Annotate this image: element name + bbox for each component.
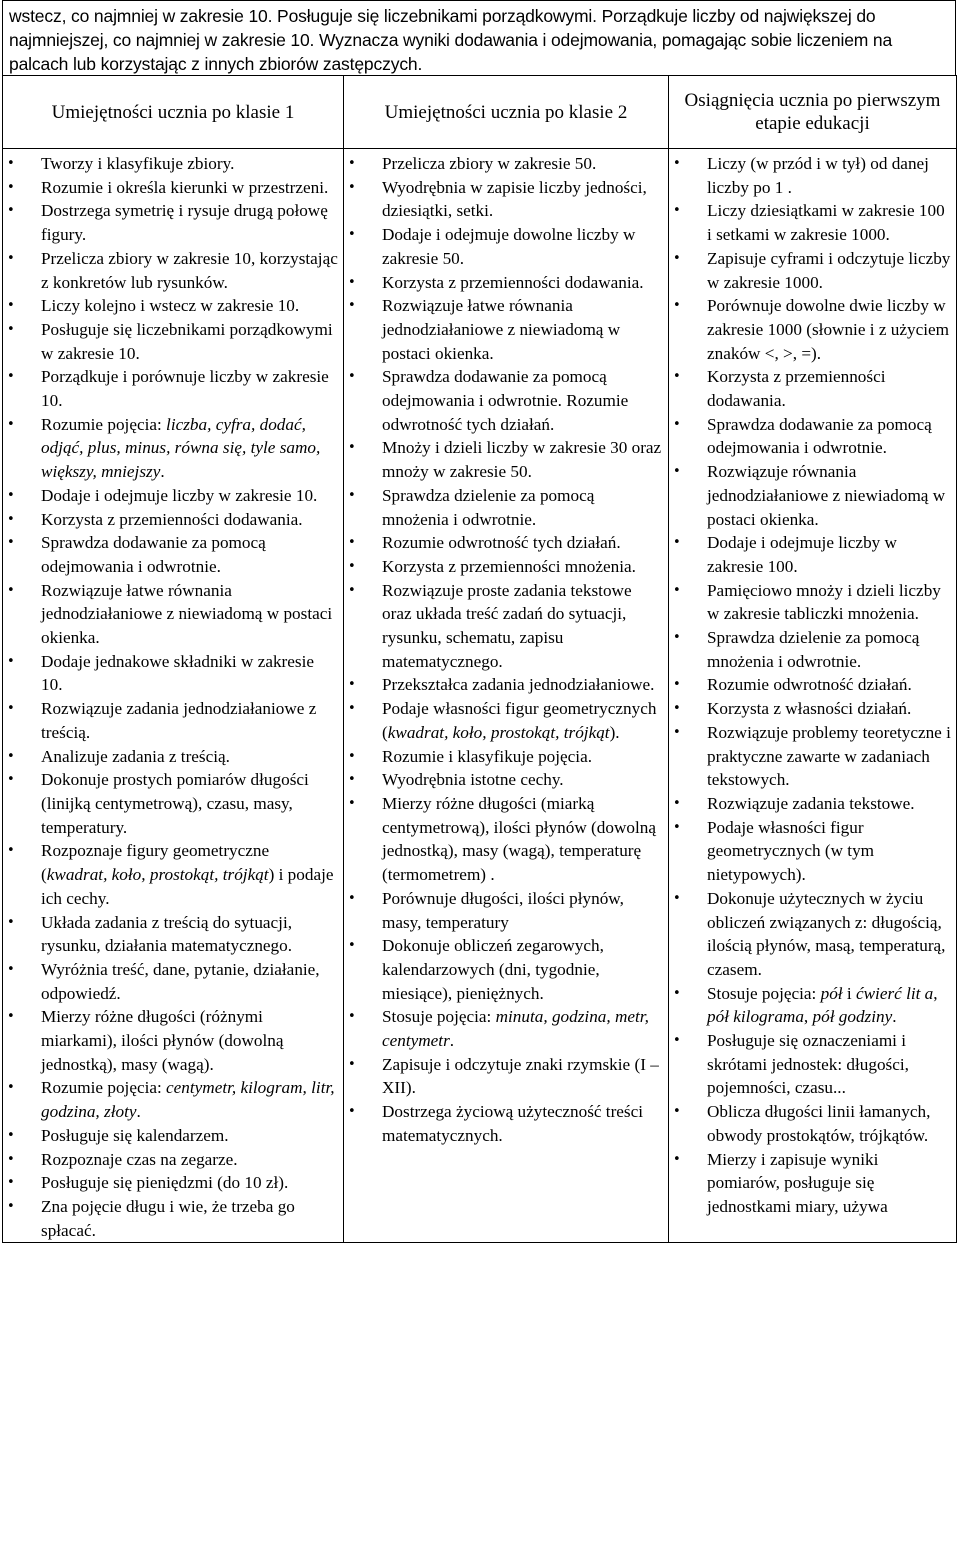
list-item: • Posługuje się liczebnikami porządkowymi w zakresie 10.: [3, 318, 339, 365]
list-item: • Dodaje i odejmuje liczby w zakresie 100.: [669, 531, 952, 578]
list-item: • Rozumie odwrotność tych działań.: [344, 531, 664, 555]
list-item: • Rozumie i określa kierunki w przestrzeni.: [3, 176, 339, 200]
skills-list-class-1: [3, 149, 343, 1242]
list-item: • Rozpoznaje figury geometryczne (kwadrat, koło, prostokąt, trójkąt) i podaje ich cechy.: [3, 839, 339, 910]
achievements-list: [669, 149, 956, 1219]
list-item: • Tworzy i klasyfikuje zbiory.: [3, 152, 339, 176]
list-item: • Wyodrębnia istotne cechy.: [344, 768, 664, 792]
list-item: • Rozwiązuje zadania tekstowe.: [669, 792, 952, 816]
list-item: • Korzysta z przemienności mnożenia.: [344, 555, 664, 579]
list-item: • Rozumie i klasyfikuje pojęcia.: [344, 745, 664, 769]
list-item: • Przelicza zbiory w zakresie 10, korzystając z konkretów lub rysunków.: [3, 247, 339, 294]
header-first-stage: Osiągnięcia ucznia po pierwszym etapie edukacji: [669, 76, 957, 149]
list-item: • Dokonuje użytecznych w życiu obliczeń związanych z: długością, ilością płynów, masą, temperaturą, czasem.: [669, 887, 952, 982]
list-item: • Rozwiązuje równania jednodziałaniowe z niewiadomą w postaci okienka.: [669, 460, 952, 531]
list-item: • Stosuje pojęcia: minuta, godzina, metr, centymetr.: [344, 1005, 664, 1052]
list-item: • Sprawdza dzielenie za pomocą mnożenia i odwrotnie.: [344, 484, 664, 531]
list-item: • Rozwiązuje problemy teoretyczne i praktyczne zawarte w zadaniach tekstowych.: [669, 721, 952, 792]
list-item: • Sprawdza dzielenie za pomocą mnożenia i odwrotnie.: [669, 626, 952, 673]
list-item: • Korzysta z własności działań.: [669, 697, 952, 721]
list-item: • Oblicza długości linii łamanych, obwody prostokątów, trójkątów.: [669, 1100, 952, 1147]
list-item: • Podaje własności figur geometrycznych (w tym nietypowych).: [669, 816, 952, 887]
list-item: • Korzysta z przemienności dodawania.: [3, 508, 339, 532]
list-item: • Rozumie pojęcia: liczba, cyfra, dodać, odjąć, plus, minus, równa się, tyle samo, większy, mniejszy.: [3, 413, 339, 484]
list-item: • Korzysta z przemienności dodawania.: [669, 365, 952, 412]
list-item: • Stosuje pojęcia: pół i ćwierć lit a, pół kilograma, pół godziny.: [669, 982, 952, 1029]
list-item: • Zna pojęcie długu i wie, że trzeba go spłacać.: [3, 1195, 339, 1242]
column-class-1: [3, 149, 344, 1243]
header-class-2: Umiejętności ucznia po klasie 2: [344, 76, 669, 149]
list-item: • Dostrzega życiową użyteczność treści matematycznych.: [344, 1100, 664, 1147]
list-item: • Dostrzega symetrię i rysuje drugą połowę figury.: [3, 199, 339, 246]
list-item: • Pamięciowo mnoży i dzieli liczby w zakresie tabliczki mnożenia.: [669, 579, 952, 626]
list-item: • Liczy (w przód i w tył) od danej liczby po 1 .: [669, 152, 952, 199]
list-item: • Posługuje się oznaczeniami i skrótami jednostek: długości, pojemności, czasu...: [669, 1029, 952, 1100]
list-item: • Wyodrębnia w zapisie liczby jedności, dziesiątki, setki.: [344, 176, 664, 223]
list-item: • Mierzy i zapisuje wyniki pomiarów, posługuje się jednostkami miary, używa: [669, 1148, 952, 1219]
table-header-row: [3, 76, 957, 149]
list-item: • Mnoży i dzieli liczby w zakresie 30 oraz mnoży w zakresie 50.: [344, 436, 664, 483]
list-item: • Mierzy różne długości (różnymi miarkami), ilości płynów (dowolną jednostką), masy (wagą).: [3, 1005, 339, 1076]
list-item: • Sprawdza dodawanie za pomocą odejmowania i odwrotnie.: [669, 413, 952, 460]
table-body-row: [3, 149, 957, 1243]
list-item: • Podaje własności figur geometrycznych (kwadrat, koło, prostokąt, trójkąt).: [344, 697, 664, 744]
intro-paragraph: wstecz, co najmniej w zakresie 10. Posługuje się liczebnikami porządkowymi. Porządkuje liczby od największej do najmniejszej, co najmniej w zakresie 10. Wyznacza wyniki dodawania i odejmowania, pomagając sobie liczeniem na palcach lub korzystając z innych zbiorów zastępczych.: [9, 6, 893, 74]
intro-cell: [2, 0, 956, 75]
list-item: • Rozwiązuje łatwe równania jednodziałaniowe z niewiadomą w postaci okienka.: [3, 579, 339, 650]
list-item: • Rozumie pojęcia: centymetr, kilogram, litr, godzina, złoty.: [3, 1076, 339, 1123]
list-item: • Rozumie odwrotność działań.: [669, 673, 952, 697]
header-class-1: Umiejętności ucznia po klasie 1: [3, 76, 344, 149]
list-item: • Sprawdza dodawanie za pomocą odejmowania i odwrotnie.: [3, 531, 339, 578]
list-item: • Rozwiązuje łatwe równania jednodziałaniowe z niewiadomą w postaci okienka.: [344, 294, 664, 365]
list-item: • Rozwiązuje zadania jednodziałaniowe z treścią.: [3, 697, 339, 744]
list-item: • Porównuje długości, ilości płynów, masy, temperatury: [344, 887, 664, 934]
list-item: • Dodaje i odejmuje liczby w zakresie 10.: [3, 484, 339, 508]
list-item: • Rozpoznaje czas na zegarze.: [3, 1148, 339, 1172]
list-item: • Posługuje się pieniędzmi (do 10 zł).: [3, 1171, 339, 1195]
list-item: • Analizuje zadania z treścią.: [3, 745, 339, 769]
list-item: • Mierzy różne długości (miarką centymetrową), ilości płynów (dowolną jednostką), masy (wagą), temperaturę (termometrem) .: [344, 792, 664, 887]
list-item: • Rozwiązuje proste zadania tekstowe oraz układa treść zadań do sytuacji, rysunku, schematu, zapisu matematycznego.: [344, 579, 664, 674]
list-item: • Dokonuje obliczeń zegarowych, kalendarzowych (dni, tygodnie, miesiące), pieniężnych.: [344, 934, 664, 1005]
list-item: • Posługuje się kalendarzem.: [3, 1124, 339, 1148]
list-item: • Porządkuje i porównuje liczby w zakresie 10.: [3, 365, 339, 412]
skills-table: [2, 75, 957, 1243]
list-item: • Układa zadania z treścią do sytuacji, rysunku, działania matematycznego.: [3, 911, 339, 958]
column-class-2: [344, 149, 669, 1243]
list-item: • Wyróżnia treść, dane, pytanie, działanie, odpowiedź.: [3, 958, 339, 1005]
list-item: • Liczy kolejno i wstecz w zakresie 10.: [3, 294, 339, 318]
list-item: • Dodaje jednakowe składniki w zakresie 10.: [3, 650, 339, 697]
skills-list-class-2: [344, 149, 668, 1148]
list-item: • Przekształca zadania jednodziałaniowe.: [344, 673, 664, 697]
list-item: • Korzysta z przemienności dodawania.: [344, 271, 664, 295]
list-item: • Dokonuje prostych pomiarów długości (linijką centymetrową), czasu, masy, temperatury.: [3, 768, 339, 839]
list-item: • Dodaje i odejmuje dowolne liczby w zakresie 50.: [344, 223, 664, 270]
list-item: • Zapisuje i odczytuje znaki rzymskie (I – XII).: [344, 1053, 664, 1100]
list-item: • Porównuje dowolne dwie liczby w zakresie 1000 (słownie i z użyciem znaków <, >, =).: [669, 294, 952, 365]
list-item: • Sprawdza dodawanie za pomocą odejmowania i odwrotnie. Rozumie odwrotność tych działań.: [344, 365, 664, 436]
list-item: • Przelicza zbiory w zakresie 50.: [344, 152, 664, 176]
list-item: • Liczy dziesiątkami w zakresie 100 i setkami w zakresie 1000.: [669, 199, 952, 246]
list-item: • Zapisuje cyframi i odczytuje liczby w zakresie 1000.: [669, 247, 952, 294]
column-first-stage: [669, 149, 957, 1243]
